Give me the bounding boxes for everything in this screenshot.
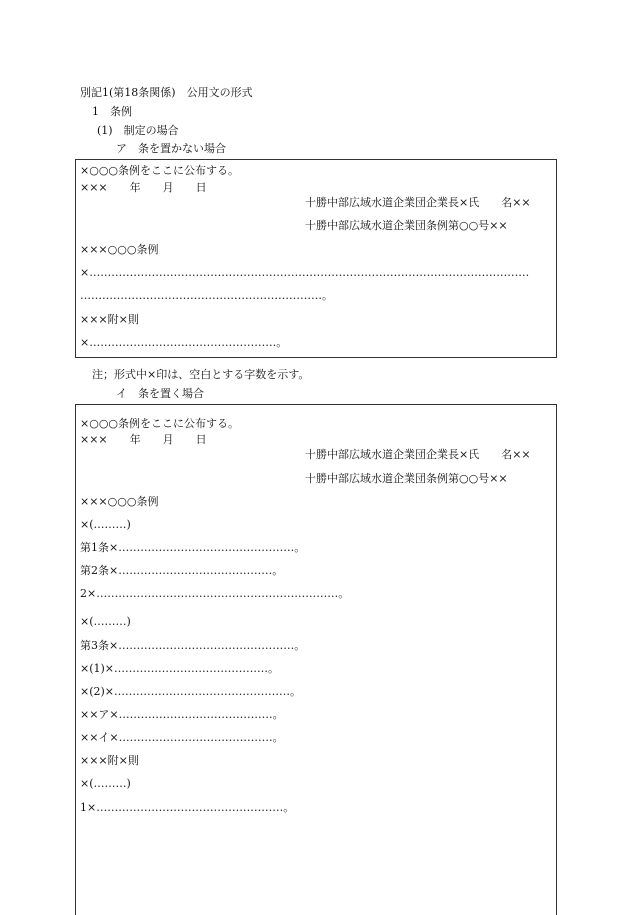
box-i-supplementary-para-1: 1×……………………………………………。 [80, 801, 295, 814]
box-a-supplementary-heading: ×××附×則 [80, 313, 139, 326]
box-i-ordinance-title: ×××○○○条例 [80, 495, 159, 508]
note: 注；形式中×印は、空白とする字数を示す。 [92, 368, 310, 381]
box-i-signatory: 十勝中部広域水道企業団企業長×氏 名×× [305, 448, 531, 461]
box-i-article-2: 第2条×……………………………………。 [80, 564, 284, 577]
box-i-supplementary-heading: ×××附×則 [80, 754, 139, 767]
box-i-caption-2: ×(………) [80, 615, 131, 628]
box-i-article-3: 第3条×…………………………………………。 [80, 639, 306, 652]
box-a-supplementary-body: ×……………………………………………。 [80, 336, 288, 349]
subsection-1-label: (1) 制定の場合 [97, 124, 179, 137]
box-i-caption-1: ×(………) [80, 518, 131, 531]
box-i-item-1: ×(1)×……………………………………。 [80, 662, 280, 675]
box-i-ordinance-number: 十勝中部広域水道企業団条例第○○号×× [305, 472, 508, 485]
box-i-article-1: 第1条×…………………………………………。 [80, 541, 306, 554]
box-a-body-line-2: …………………………………………………………。 [80, 289, 333, 302]
item-a-label: ア 条を置かない場合 [116, 142, 226, 155]
box-i-article-2-para-2: 2×…………………………………………………………。 [80, 587, 350, 600]
box-a-body-line-1: ×………………………………………………………………………………………………………… [80, 266, 530, 279]
box-i-item-2: ×(2)×…………………………………………。 [80, 685, 302, 698]
box-a-promulgation: ×○○○条例をここに公布する。 [80, 164, 240, 177]
section-1-label: 1 条例 [92, 105, 132, 118]
box-a-ordinance-title: ×××○○○条例 [80, 243, 159, 256]
box-a-ordinance-number: 十勝中部広域水道企業団条例第○○号×× [305, 219, 508, 232]
box-i-supplementary-caption: ×(………) [80, 777, 131, 790]
section-title: 別記1(第18条関係) 公用文の形式 [80, 86, 253, 99]
item-i-label: イ 条を置く場合 [116, 387, 204, 400]
box-a-signatory: 十勝中部広域水道企業団企業長×氏 名×× [305, 196, 531, 209]
box-a-date: ××× 年 月 日 [80, 181, 207, 194]
box-i-subitem-a: ××ア×……………………………………。 [80, 708, 284, 721]
box-i-date: ××× 年 月 日 [80, 433, 207, 446]
box-i-promulgation: ×○○○条例をここに公布する。 [80, 417, 240, 430]
box-i-subitem-i: ××イ×……………………………………。 [80, 731, 284, 744]
